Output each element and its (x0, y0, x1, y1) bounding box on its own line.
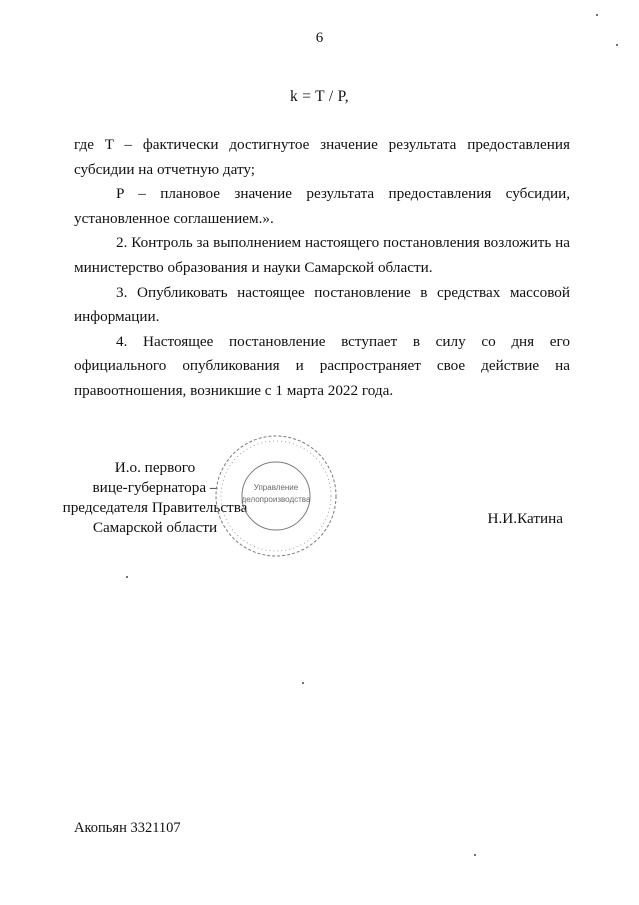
scan-speck (302, 682, 304, 684)
paragraph-item-4: 4. Настоящее постановление вступает в силу со дня его официального опубликования и распространяет свое действие на правоотношения, возникшие с 1 марта 2022 года. (74, 332, 570, 399)
signatory-title-line: Самарской области (92, 519, 218, 536)
official-stamp (212, 432, 340, 560)
page-number: 6 (315, 30, 324, 46)
executor-note: Акопьян 3321107 (74, 820, 181, 836)
stamp-inner-text: делопроизводства (241, 495, 311, 504)
formula: k = T / P, (290, 88, 349, 105)
paragraph-item-3: 3. Опубликовать настоящее постановление в средствах массовой информации. (74, 283, 570, 326)
paragraph-where-t: где T – фактически достигнутое значение результата предоставления субсидии на отчетную дату; (74, 136, 570, 178)
signatory-title-line: вице-губернатора – (92, 479, 218, 496)
signatory-title-line: И.о. первого (114, 459, 196, 476)
body-text (74, 133, 570, 404)
signatory-name: Н.И.Катина (487, 510, 563, 527)
scan-speck (126, 576, 128, 578)
scan-speck (474, 854, 476, 856)
stamp-inner-text: Управление (253, 483, 299, 492)
paragraph-item-2: 2. Контроль за выполнением настоящего постановления возложить на министерство образования и науки Самарской области. (74, 234, 570, 276)
signatory-title-line: председателя Правительства (62, 499, 248, 516)
scan-speck (596, 14, 598, 16)
paragraph-where-p: P – плановое значение результата предоставления субсидии, установленное соглашением.». (74, 185, 570, 227)
scan-speck (616, 44, 618, 46)
